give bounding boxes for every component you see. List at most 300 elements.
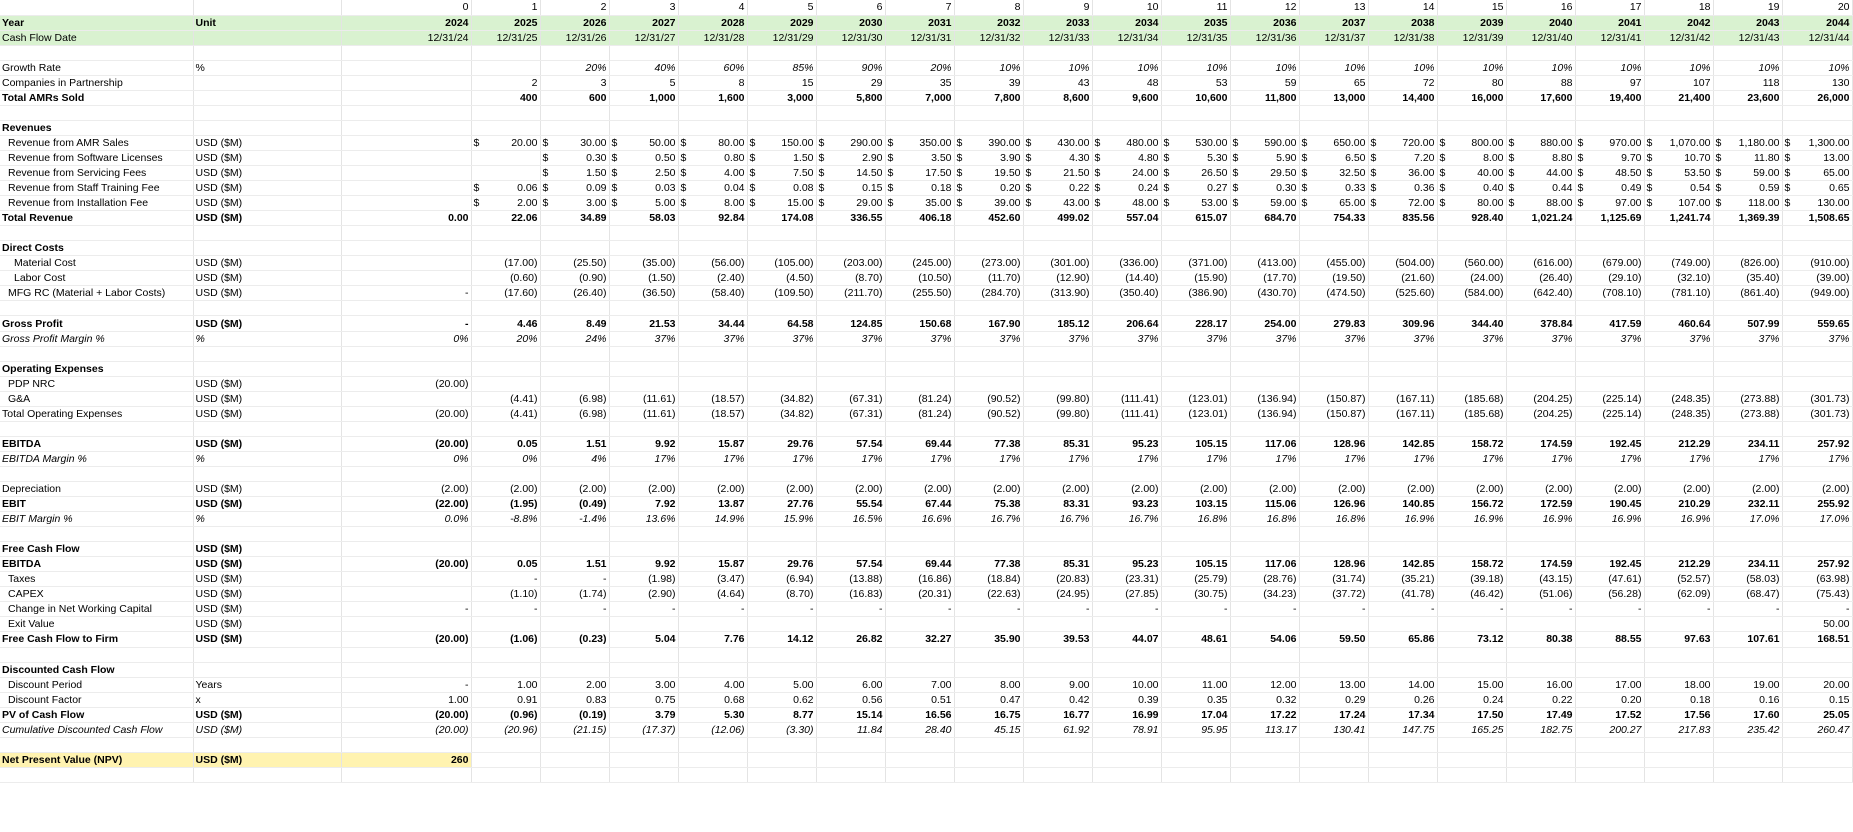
currency-cell[interactable] (1092, 196, 1161, 211)
empty-cell[interactable] (885, 105, 954, 120)
value-cell[interactable]: 0.00 (341, 211, 471, 226)
value-cell[interactable] (1782, 241, 1852, 256)
empty-cell[interactable] (193, 767, 341, 782)
empty-cell[interactable] (1230, 647, 1299, 662)
value-cell[interactable]: 235.42 (1713, 722, 1782, 737)
value-cell[interactable]: 0% (341, 451, 471, 466)
value-cell[interactable]: 16.7% (954, 512, 1023, 527)
row-label[interactable]: Revenues (0, 120, 193, 135)
value-cell[interactable]: 27.76 (747, 497, 816, 512)
value-cell[interactable] (1437, 542, 1506, 557)
empty-cell[interactable] (1368, 421, 1437, 436)
unit-cell[interactable]: USD ($M) (193, 497, 341, 512)
value-cell[interactable] (1023, 241, 1092, 256)
value-cell[interactable]: (167.11) (1368, 391, 1437, 406)
value-cell[interactable]: 77.38 (954, 557, 1023, 572)
value-cell[interactable]: 0.51 (885, 692, 954, 707)
value-cell[interactable]: - (1506, 602, 1575, 617)
currency-cell[interactable] (1575, 150, 1644, 165)
value-cell[interactable] (540, 542, 609, 557)
value-cell[interactable] (1437, 241, 1506, 256)
value-cell[interactable]: 17% (609, 451, 678, 466)
empty-cell[interactable] (471, 527, 540, 542)
empty-cell[interactable] (678, 466, 747, 481)
empty-cell[interactable] (954, 737, 1023, 752)
value-cell[interactable]: 2025 (471, 15, 540, 30)
currency-cell[interactable] (816, 166, 885, 181)
value-cell[interactable] (678, 752, 747, 767)
value-cell[interactable] (1230, 662, 1299, 677)
value-cell[interactable]: 2026 (540, 15, 609, 30)
empty-cell[interactable] (747, 45, 816, 60)
value-cell[interactable]: (371.00) (1161, 256, 1230, 271)
currency-cell[interactable] (1368, 181, 1437, 196)
value-cell[interactable]: (2.00) (954, 482, 1023, 497)
value-cell[interactable]: 12/31/33 (1023, 30, 1092, 45)
value-cell[interactable]: 85.31 (1023, 557, 1092, 572)
empty-cell[interactable] (1230, 527, 1299, 542)
value-cell[interactable] (1437, 376, 1506, 391)
empty-cell[interactable] (816, 737, 885, 752)
value-cell[interactable]: 85% (747, 60, 816, 75)
value-cell[interactable]: 147.75 (1368, 722, 1437, 737)
value-cell[interactable]: 65 (1299, 75, 1368, 90)
value-cell[interactable]: (273.88) (1713, 406, 1782, 421)
empty-cell[interactable] (1437, 527, 1506, 542)
value-cell[interactable]: 16.9% (1644, 512, 1713, 527)
row-label[interactable]: EBITDA Margin % (0, 451, 193, 466)
value-cell[interactable]: (642.40) (1506, 286, 1575, 301)
empty-cell[interactable] (1230, 421, 1299, 436)
value-cell[interactable]: 17% (816, 451, 885, 466)
value-cell[interactable]: 17.50 (1437, 707, 1506, 722)
value-cell[interactable]: (17.00) (471, 256, 540, 271)
empty-cell[interactable] (0, 767, 193, 782)
value-cell[interactable] (678, 662, 747, 677)
value-cell[interactable]: (2.40) (678, 271, 747, 286)
value-cell[interactable]: (0.60) (471, 271, 540, 286)
value-cell[interactable] (1299, 617, 1368, 632)
value-cell[interactable] (1437, 662, 1506, 677)
currency-cell[interactable] (1713, 196, 1782, 211)
value-cell[interactable]: (81.24) (885, 391, 954, 406)
empty-cell[interactable] (1713, 226, 1782, 241)
empty-cell[interactable] (1092, 647, 1161, 662)
value-cell[interactable]: 80.38 (1506, 632, 1575, 647)
empty-cell[interactable] (609, 767, 678, 782)
empty-cell[interactable] (1575, 647, 1644, 662)
empty-cell[interactable] (0, 301, 193, 316)
value-cell[interactable]: (90.52) (954, 391, 1023, 406)
value-cell[interactable]: 65.86 (1368, 632, 1437, 647)
empty-cell[interactable] (1092, 421, 1161, 436)
empty-cell[interactable] (341, 105, 471, 120)
value-cell[interactable] (1092, 120, 1161, 135)
value-cell[interactable]: 14.12 (747, 632, 816, 647)
value-cell[interactable] (341, 75, 471, 90)
unit-cell[interactable]: USD ($M) (193, 557, 341, 572)
empty-cell[interactable] (471, 301, 540, 316)
currency-cell[interactable] (609, 181, 678, 196)
value-cell[interactable]: (2.00) (1230, 482, 1299, 497)
row-label[interactable]: Cumulative Discounted Cash Flow (0, 722, 193, 737)
value-cell[interactable]: (2.00) (747, 482, 816, 497)
value-cell[interactable]: 11.00 (1161, 677, 1230, 692)
value-cell[interactable]: 26,000 (1782, 90, 1852, 105)
empty-cell[interactable] (1299, 466, 1368, 481)
empty-cell[interactable] (609, 45, 678, 60)
value-cell[interactable]: 0.47 (954, 692, 1023, 707)
value-cell[interactable] (747, 376, 816, 391)
value-cell[interactable]: (861.40) (1713, 286, 1782, 301)
value-cell[interactable]: 2038 (1368, 15, 1437, 30)
empty-cell[interactable] (540, 421, 609, 436)
value-cell[interactable]: (0.90) (540, 271, 609, 286)
value-cell[interactable]: (6.98) (540, 406, 609, 421)
value-cell[interactable] (954, 542, 1023, 557)
value-cell[interactable]: 21.53 (609, 316, 678, 331)
value-cell[interactable]: (0.19) (540, 707, 609, 722)
row-label[interactable]: Taxes (0, 572, 193, 587)
currency-cell[interactable] (540, 196, 609, 211)
value-cell[interactable]: (18.57) (678, 391, 747, 406)
empty-cell[interactable] (609, 647, 678, 662)
value-cell[interactable] (1644, 120, 1713, 135)
value-cell[interactable]: (150.87) (1299, 406, 1368, 421)
value-cell[interactable]: 7,000 (885, 90, 954, 105)
value-cell[interactable] (1023, 361, 1092, 376)
value-cell[interactable]: 95.23 (1092, 557, 1161, 572)
value-cell[interactable]: 10.00 (1092, 677, 1161, 692)
row-label[interactable]: CAPEX (0, 587, 193, 602)
empty-cell[interactable] (747, 421, 816, 436)
value-cell[interactable]: 228.17 (1161, 316, 1230, 331)
value-cell[interactable]: 0.22 (1506, 692, 1575, 707)
empty-cell[interactable] (1023, 105, 1092, 120)
empty-cell[interactable] (471, 105, 540, 120)
currency-cell[interactable] (954, 181, 1023, 196)
row-label[interactable]: Revenue from Servicing Fees (0, 166, 193, 181)
value-cell[interactable]: 20% (540, 60, 609, 75)
value-cell[interactable]: 90% (816, 60, 885, 75)
value-cell[interactable] (1644, 662, 1713, 677)
empty-cell[interactable] (816, 45, 885, 60)
value-cell[interactable]: 88.55 (1575, 632, 1644, 647)
value-cell[interactable]: (1.74) (540, 587, 609, 602)
value-cell[interactable] (1230, 542, 1299, 557)
empty-cell[interactable] (1437, 45, 1506, 60)
empty-cell[interactable] (1506, 737, 1575, 752)
value-cell[interactable] (747, 752, 816, 767)
value-cell[interactable]: 128.96 (1299, 436, 1368, 451)
empty-cell[interactable] (341, 737, 471, 752)
currency-cell[interactable] (609, 196, 678, 211)
value-cell[interactable]: (11.70) (954, 271, 1023, 286)
row-label[interactable]: Discount Period (0, 677, 193, 692)
period-index-cell[interactable]: 15 (1437, 0, 1506, 15)
empty-cell[interactable] (1713, 767, 1782, 782)
currency-cell[interactable] (885, 181, 954, 196)
value-cell[interactable]: (10.50) (885, 271, 954, 286)
value-cell[interactable] (1575, 120, 1644, 135)
value-cell[interactable]: (36.50) (609, 286, 678, 301)
value-cell[interactable]: 17.52 (1575, 707, 1644, 722)
value-cell[interactable]: 10,600 (1161, 90, 1230, 105)
value-cell[interactable]: 23,600 (1713, 90, 1782, 105)
value-cell[interactable]: 0.39 (1092, 692, 1161, 707)
empty-cell[interactable] (1575, 767, 1644, 782)
value-cell[interactable]: 15.87 (678, 436, 747, 451)
value-cell[interactable]: 64.58 (747, 316, 816, 331)
value-cell[interactable] (1368, 617, 1437, 632)
value-cell[interactable]: (15.90) (1161, 271, 1230, 286)
value-cell[interactable]: (781.10) (1644, 286, 1713, 301)
unit-cell[interactable]: USD ($M) (193, 482, 341, 497)
empty-cell[interactable] (1575, 466, 1644, 481)
value-cell[interactable] (816, 617, 885, 632)
value-cell[interactable]: 107 (1644, 75, 1713, 90)
value-cell[interactable]: (18.84) (954, 572, 1023, 587)
currency-cell[interactable] (678, 135, 747, 150)
currency-cell[interactable] (1713, 135, 1782, 150)
unit-cell[interactable]: USD ($M) (193, 391, 341, 406)
empty-cell[interactable] (1230, 737, 1299, 752)
empty-cell[interactable] (540, 226, 609, 241)
value-cell[interactable] (471, 150, 540, 165)
empty-cell[interactable] (954, 647, 1023, 662)
empty-cell[interactable] (1437, 105, 1506, 120)
value-cell[interactable]: 17% (747, 451, 816, 466)
value-cell[interactable] (1437, 361, 1506, 376)
empty-cell[interactable] (609, 737, 678, 752)
currency-cell[interactable] (954, 166, 1023, 181)
value-cell[interactable] (678, 542, 747, 557)
currency-cell[interactable] (1023, 135, 1092, 150)
value-cell[interactable] (471, 752, 540, 767)
value-cell[interactable]: 167.90 (954, 316, 1023, 331)
value-cell[interactable]: (1.98) (609, 572, 678, 587)
unit-cell[interactable]: USD ($M) (193, 722, 341, 737)
value-cell[interactable]: 15.87 (678, 557, 747, 572)
value-cell[interactable]: (35.21) (1368, 572, 1437, 587)
unit-cell[interactable]: USD ($M) (193, 707, 341, 722)
value-cell[interactable]: 255.92 (1782, 497, 1852, 512)
empty-cell[interactable] (747, 466, 816, 481)
period-index-cell[interactable]: 9 (1023, 0, 1092, 15)
empty-cell[interactable] (1161, 767, 1230, 782)
value-cell[interactable]: 13.00 (1299, 677, 1368, 692)
row-label[interactable]: Total Revenue (0, 211, 193, 226)
value-cell[interactable]: (20.96) (471, 722, 540, 737)
value-cell[interactable] (954, 120, 1023, 135)
value-cell[interactable]: (47.61) (1575, 572, 1644, 587)
currency-cell[interactable] (1782, 181, 1852, 196)
unit-cell[interactable]: USD ($M) (193, 166, 341, 181)
value-cell[interactable] (471, 60, 540, 75)
value-cell[interactable]: (90.52) (954, 406, 1023, 421)
value-cell[interactable]: (2.00) (885, 482, 954, 497)
value-cell[interactable]: - (1161, 602, 1230, 617)
value-cell[interactable]: 16.56 (885, 707, 954, 722)
value-cell[interactable]: (336.00) (1092, 256, 1161, 271)
value-cell[interactable]: 17.56 (1644, 707, 1713, 722)
empty-cell[interactable] (1230, 301, 1299, 316)
value-cell[interactable]: 0.83 (540, 692, 609, 707)
value-cell[interactable]: 2033 (1023, 15, 1092, 30)
value-cell[interactable]: 0.20 (1575, 692, 1644, 707)
empty-cell[interactable] (540, 346, 609, 361)
value-cell[interactable] (341, 617, 471, 632)
value-cell[interactable]: 113.17 (1230, 722, 1299, 737)
value-cell[interactable] (1506, 542, 1575, 557)
value-cell[interactable]: 499.02 (1023, 211, 1092, 226)
empty-cell[interactable] (1023, 527, 1092, 542)
value-cell[interactable] (678, 361, 747, 376)
value-cell[interactable] (1092, 617, 1161, 632)
currency-cell[interactable] (678, 196, 747, 211)
empty-cell[interactable] (678, 45, 747, 60)
value-cell[interactable] (341, 587, 471, 602)
empty-cell[interactable] (1713, 647, 1782, 662)
empty-cell[interactable] (1023, 226, 1092, 241)
period-index-cell[interactable]: 13 (1299, 0, 1368, 15)
value-cell[interactable] (1368, 752, 1437, 767)
value-cell[interactable] (1230, 120, 1299, 135)
empty-cell[interactable] (816, 466, 885, 481)
value-cell[interactable]: 279.83 (1299, 316, 1368, 331)
row-label[interactable]: Revenue from Staff Training Fee (0, 181, 193, 196)
value-cell[interactable] (341, 572, 471, 587)
value-cell[interactable]: 16.7% (1023, 512, 1092, 527)
value-cell[interactable] (1230, 241, 1299, 256)
value-cell[interactable]: 12/31/36 (1230, 30, 1299, 45)
value-cell[interactable] (1161, 120, 1230, 135)
value-cell[interactable] (1023, 662, 1092, 677)
value-cell[interactable]: (26.40) (540, 286, 609, 301)
value-cell[interactable]: 61.92 (1023, 722, 1092, 737)
value-cell[interactable] (954, 662, 1023, 677)
value-cell[interactable] (1644, 752, 1713, 767)
unit-cell[interactable]: USD ($M) (193, 376, 341, 391)
value-cell[interactable]: (58.40) (678, 286, 747, 301)
value-cell[interactable]: 50.00 (1782, 617, 1852, 632)
empty-cell[interactable] (0, 346, 193, 361)
value-cell[interactable]: 95.23 (1092, 436, 1161, 451)
empty-cell[interactable] (0, 45, 193, 60)
currency-cell[interactable] (1161, 166, 1230, 181)
row-label[interactable]: Labor Cost (0, 271, 193, 286)
value-cell[interactable]: 16.9% (1506, 512, 1575, 527)
value-cell[interactable]: (584.00) (1437, 286, 1506, 301)
value-cell[interactable]: 17.0% (1713, 512, 1782, 527)
currency-cell[interactable] (1575, 166, 1644, 181)
currency-cell[interactable] (1437, 181, 1506, 196)
value-cell[interactable]: 2039 (1437, 15, 1506, 30)
empty-cell[interactable] (1437, 647, 1506, 662)
cell[interactable] (0, 0, 193, 15)
value-cell[interactable] (816, 376, 885, 391)
empty-cell[interactable] (1713, 527, 1782, 542)
value-cell[interactable]: 37% (1506, 331, 1575, 346)
currency-cell[interactable] (816, 150, 885, 165)
value-cell[interactable]: 400 (471, 90, 540, 105)
value-cell[interactable]: 12/31/37 (1299, 30, 1368, 45)
empty-cell[interactable] (0, 527, 193, 542)
value-cell[interactable]: (11.61) (609, 406, 678, 421)
currency-cell[interactable] (747, 150, 816, 165)
empty-cell[interactable] (1299, 226, 1368, 241)
value-cell[interactable] (1782, 361, 1852, 376)
currency-cell[interactable] (1023, 150, 1092, 165)
currency-cell[interactable] (885, 135, 954, 150)
value-cell[interactable]: 37% (1023, 331, 1092, 346)
value-cell[interactable]: 5 (609, 75, 678, 90)
empty-cell[interactable] (1368, 226, 1437, 241)
value-cell[interactable]: (3.47) (678, 572, 747, 587)
empty-cell[interactable] (1230, 226, 1299, 241)
value-cell[interactable]: (1.50) (609, 271, 678, 286)
value-cell[interactable]: 10% (1230, 60, 1299, 75)
unit-cell[interactable]: USD ($M) (193, 542, 341, 557)
value-cell[interactable]: (41.78) (1368, 587, 1437, 602)
value-cell[interactable]: (203.00) (816, 256, 885, 271)
value-cell[interactable]: (2.00) (1437, 482, 1506, 497)
value-cell[interactable]: (313.90) (1023, 286, 1092, 301)
value-cell[interactable]: 72 (1368, 75, 1437, 90)
empty-cell[interactable] (1092, 45, 1161, 60)
empty-cell[interactable] (1299, 346, 1368, 361)
value-cell[interactable]: 39 (954, 75, 1023, 90)
empty-cell[interactable] (1023, 346, 1092, 361)
row-label[interactable]: EBITDA (0, 436, 193, 451)
empty-cell[interactable] (1644, 105, 1713, 120)
value-cell[interactable]: (22.63) (954, 587, 1023, 602)
value-cell[interactable]: 17.34 (1368, 707, 1437, 722)
unit-cell[interactable]: USD ($M) (193, 271, 341, 286)
empty-cell[interactable] (885, 421, 954, 436)
currency-cell[interactable] (1299, 135, 1368, 150)
unit-cell[interactable]: % (193, 451, 341, 466)
value-cell[interactable]: 15.00 (1437, 677, 1506, 692)
value-cell[interactable]: (63.98) (1782, 572, 1852, 587)
unit-cell[interactable]: USD ($M) (193, 752, 341, 767)
empty-cell[interactable] (1506, 301, 1575, 316)
currency-cell[interactable] (1230, 166, 1299, 181)
empty-cell[interactable] (747, 105, 816, 120)
empty-cell[interactable] (341, 527, 471, 542)
value-cell[interactable]: 17,600 (1506, 90, 1575, 105)
value-cell[interactable]: 165.25 (1437, 722, 1506, 737)
empty-cell[interactable] (1506, 45, 1575, 60)
value-cell[interactable]: 21,400 (1644, 90, 1713, 105)
unit-cell[interactable]: Years (193, 677, 341, 692)
value-cell[interactable]: (35.00) (609, 256, 678, 271)
currency-cell[interactable] (609, 135, 678, 150)
value-cell[interactable] (954, 241, 1023, 256)
empty-cell[interactable] (1299, 737, 1368, 752)
value-cell[interactable]: (18.57) (678, 406, 747, 421)
value-cell[interactable]: (58.03) (1713, 572, 1782, 587)
value-cell[interactable]: 16.9% (1368, 512, 1437, 527)
unit-cell[interactable] (193, 90, 341, 105)
value-cell[interactable]: 75.38 (954, 497, 1023, 512)
row-label[interactable]: Total AMRs Sold (0, 90, 193, 105)
value-cell[interactable]: 16.6% (885, 512, 954, 527)
currency-cell[interactable] (885, 150, 954, 165)
period-index-cell[interactable]: 17 (1575, 0, 1644, 15)
value-cell[interactable]: 1,369.39 (1713, 211, 1782, 226)
value-cell[interactable]: (2.00) (1782, 482, 1852, 497)
